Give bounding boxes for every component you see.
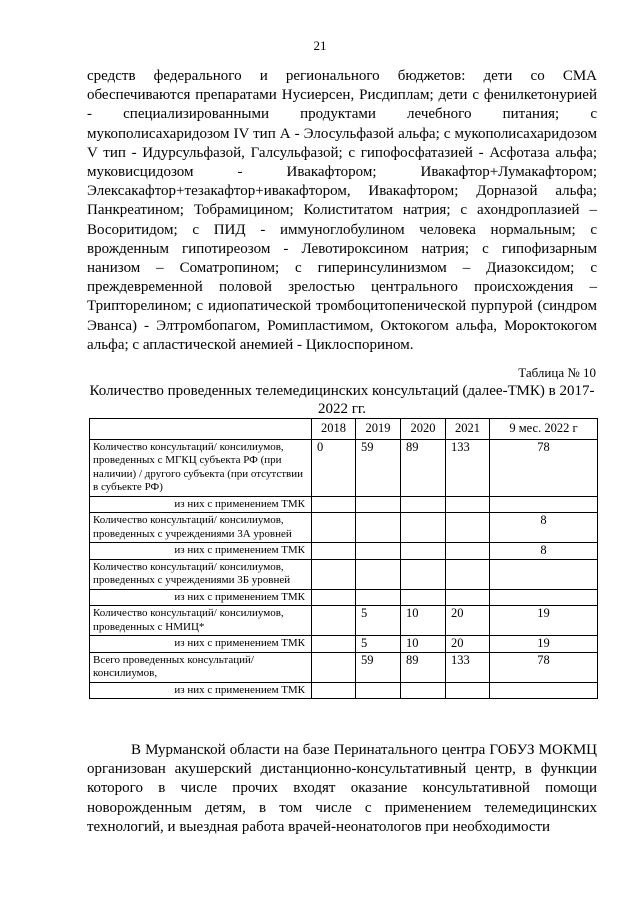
table-cell (490, 559, 598, 589)
table-cell: 19 (490, 606, 598, 636)
row-label: Всего проведенных консультаций/ консилиумов, (90, 652, 312, 682)
table-cell: 10 (401, 636, 446, 653)
table-row (90, 543, 598, 560)
table-cell: 19 (490, 636, 598, 653)
table-cell (401, 682, 446, 699)
table-cell (356, 559, 401, 589)
table-header-cell: 9 мес. 2022 г (490, 419, 598, 440)
table-row (90, 682, 598, 699)
table-row (90, 439, 598, 496)
table-cell: 133 (446, 439, 490, 496)
table-row (90, 496, 598, 513)
table-cell (490, 682, 598, 699)
body-paragraph-bottom: В Мурманской области на базе Перинатального центра ГОБУЗ МОКМЦ организован акушерский дистанционно-консультативный центр, в функции которого в числе прочих входят оказание консультативной помощи новорожденным детям, в том числе с применением телемедицинских технологий, и выездная работа врачей-неонатологов при необходимости (87, 742, 597, 835)
table-row (90, 513, 598, 543)
table-cell (356, 513, 401, 543)
table-row (90, 589, 598, 606)
table-cell: 59 (356, 652, 401, 682)
table-cell (446, 682, 490, 699)
table-cell (312, 543, 356, 560)
table-cell (312, 682, 356, 699)
table-cell: 20 (446, 606, 490, 636)
table-cell (312, 589, 356, 606)
table-cell (401, 543, 446, 560)
table-cell (356, 682, 401, 699)
table-row (90, 606, 598, 636)
table-cell: 5 (356, 636, 401, 653)
row-label: Количество консультаций/ консилиумов, проведенных с МГКЦ субъекта РФ (при наличии) / другого субъекта (при отсутствии в субъекте РФ) (90, 439, 312, 496)
table-cell: 78 (490, 652, 598, 682)
row-label: Количество консультаций/ консилиумов, проведенных с учреждениями 3А уровней (90, 513, 312, 543)
table-header-row (90, 419, 598, 440)
table-header-cell: 2019 (356, 419, 401, 440)
table-cell: 78 (490, 439, 598, 496)
table-cell: 10 (401, 606, 446, 636)
table-cell (401, 513, 446, 543)
table-header-cell: 2020 (401, 419, 446, 440)
table-cell (312, 606, 356, 636)
table-cell (312, 513, 356, 543)
table-header-cell (90, 419, 312, 440)
table-cell: 5 (356, 606, 401, 636)
table-cell: 89 (401, 652, 446, 682)
table-cell: 133 (446, 652, 490, 682)
table-cell (401, 496, 446, 513)
table-cell (356, 589, 401, 606)
table-caption: Таблица № 10 (518, 365, 596, 380)
row-label: из них с применением ТМК (90, 589, 312, 606)
table-cell (356, 543, 401, 560)
row-label: Количество консультаций/ консилиумов, проведенных с НМИЦ* (90, 606, 312, 636)
page-number: 21 (313, 38, 327, 53)
table-cell: 0 (312, 439, 356, 496)
table-cell (446, 589, 490, 606)
table-cell: 59 (356, 439, 401, 496)
row-label: из них с применением ТМК (90, 543, 312, 560)
table-cell (446, 543, 490, 560)
body-paragraph-top: средств федерального и регионального бюджетов: дети со СМА обеспечиваются препаратами Нусиерсен, Рисдиплам; дети с фенилкетонурией - специализированными продуктами лечебного питания; с мукополисахаридозом IV тип А - Элосульфазой альфа; с мукополисахаридозом V тип - Идурсульфазой, Галсульфазой; с гипофосфатазией - Асфотаза альфа; муковисцидозом - Ивакафтором; Ивакафтор+Лумакафтором; Элексакафтор+тезакафтор+ивакафтором, Ивакафтором; Дорназой альфа; Панкреатином; Тобрамицином; Колиститатом натрия; с ахондроплазией – Восоритидом; с ПИД - иммуноглобулином человека нормальным; с врожденным гипотиреозом - Левотироксином натрия; с гипофизарным нанизом – Соматропином; с гиперинсулинизмом – Диазоксидом; с преждевременной половой зрелостью центрального происхождения – Трипторелином; с идиопатической тромбоцитопенической пурпурой (синдром Эванса) - Элтромбопагом, Ромипластимом, Октокогом альфа, Мороктокогом альфа; с апластической анемией - Циклоспорином. (87, 68, 597, 353)
table-cell (312, 652, 356, 682)
table-cell: 20 (446, 636, 490, 653)
table-row (90, 652, 598, 682)
table-cell (446, 496, 490, 513)
table-row (90, 636, 598, 653)
row-label: из них с применением ТМК (90, 636, 312, 653)
table-title: Количество проведенных телемедицинских консультаций (далее-ТМК) в 2017-2022 гг. (89, 383, 595, 417)
table-cell (401, 589, 446, 606)
table-cell: 8 (490, 543, 598, 560)
table-cell (446, 513, 490, 543)
table-cell (490, 589, 598, 606)
table-cell: 8 (490, 513, 598, 543)
table-cell (312, 636, 356, 653)
table-cell (401, 559, 446, 589)
table-row (90, 559, 598, 589)
table-cell (446, 559, 490, 589)
table-cell: 89 (401, 439, 446, 496)
table-header-cell: 2021 (446, 419, 490, 440)
table-cell (490, 496, 598, 513)
table-header-cell: 2018 (312, 419, 356, 440)
table-cell (356, 496, 401, 513)
table-cell (312, 496, 356, 513)
table-cell (312, 559, 356, 589)
row-label: из них с применением ТМК (90, 682, 312, 699)
row-label: из них с применением ТМК (90, 496, 312, 513)
tmk-table (89, 418, 598, 699)
row-label: Количество консультаций/ консилиумов, проведенных с учреждениями 3Б уровней (90, 559, 312, 589)
